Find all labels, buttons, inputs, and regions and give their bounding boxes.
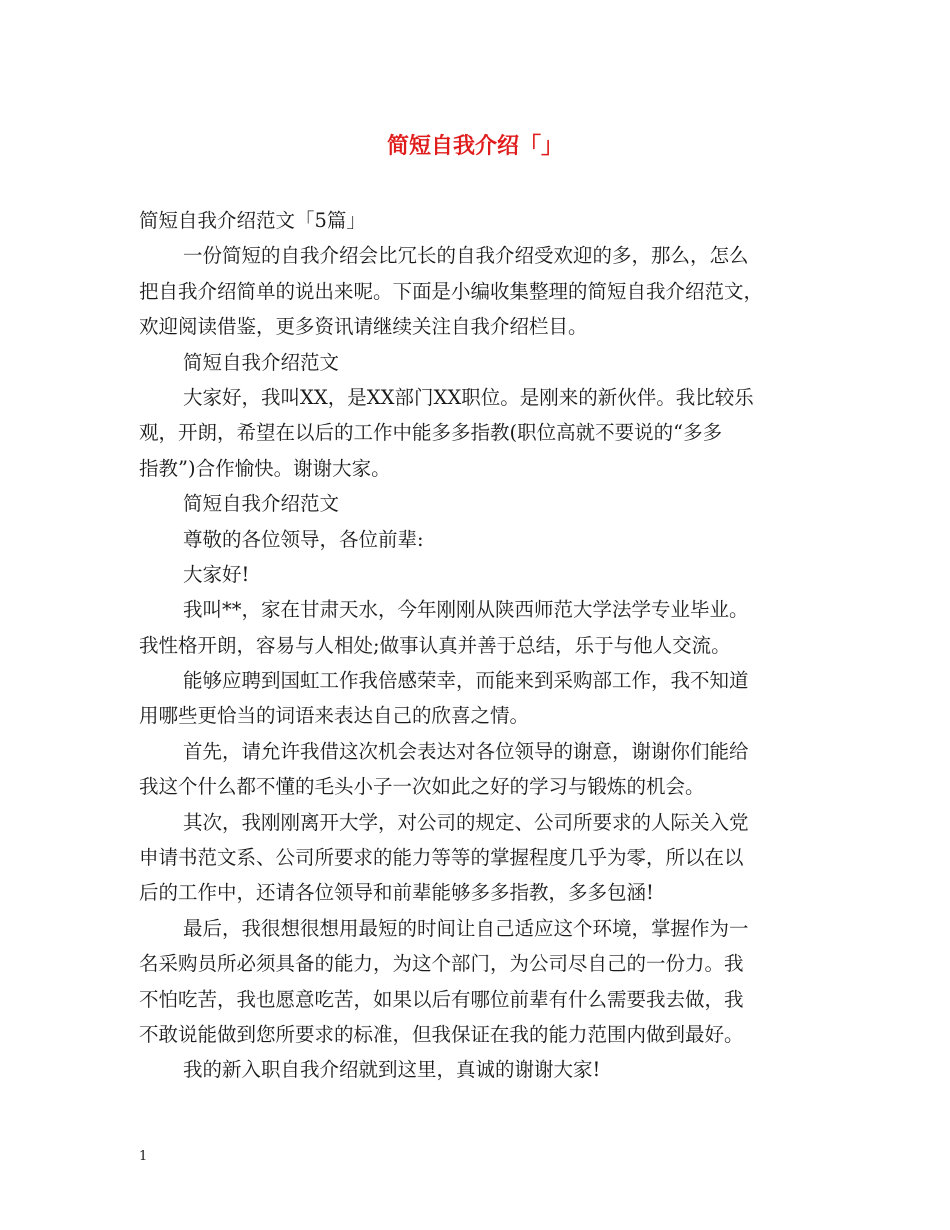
paragraph-line: 最后，我很想很想用最短的时间让自己适应这个环境，掌握作为一 [183,916,749,940]
paragraph-line: 一份简短的自我介绍会比冗长的自我介绍受欢迎的多，那么，怎么 [183,244,749,268]
paragraph-line: 能够应聘到国虹工作我倍感荣幸，而能来到采购部工作，我不知道 [183,669,749,693]
paragraph-line: 大家好，我叫XX，是XX部门XX职位。是刚来的新伙伴。我比较乐 [183,385,754,409]
page-number: 1 [139,1149,148,1164]
subsection-heading: 简短自我介绍范文 [183,492,340,516]
paragraph-line: 指教”)合作愉快。谢谢大家。 [139,456,391,480]
paragraph-line: 观，开朗，希望在以后的工作中能多多指教(职位高就不要说的“多多 [139,421,723,445]
paragraph-line: 把自我介绍简单的说出来呢。下面是小编收集整理的简短自我介绍范文， [139,279,764,303]
subsection-heading: 简短自我介绍范文 [183,350,340,374]
page-title: 简短自我介绍「」 [386,134,563,159]
paragraph-line: 我性格开朗，容易与人相处;做事认真并善于总结，乐于与他人交流。 [139,633,731,657]
paragraph-line: 其次，我刚刚离开大学，对公司的规定、公司所要求的人际关入党 [183,810,749,834]
paragraph-line: 用哪些更恰当的词语来表达自己的欣喜之情。 [139,704,530,728]
paragraph-line: 我叫**，家在甘肃天水，今年刚刚从陕西师范大学法学专业毕业。 [183,598,749,622]
paragraph-line: 欢迎阅读借鉴，更多资讯请继续关注自我介绍栏目。 [139,315,588,339]
paragraph-line: 我这个什么都不懂的毛头小子一次如此之好的学习与锻炼的机会。 [139,775,705,799]
greeting-line: 尊敬的各位领导，各位前辈: [183,527,424,551]
paragraph-line: 不怕吃苦，我也愿意吃苦，如果以后有哪位前辈有什么需要我去做，我 [139,987,744,1011]
greeting-line: 大家好! [183,562,250,586]
section-heading: 简短自我介绍范文「5篇」 [139,209,366,232]
paragraph-line: 名采购员所必须具备的能力，为这个部门，为公司尽自己的一份力。我 [139,952,744,976]
paragraph-line: 后的工作中，还请各位领导和前辈能够多多指教，多多包涵! [139,881,654,905]
paragraph-line: 首先，请允许我借这次机会表达对各位领导的谢意，谢谢你们能给 [183,739,749,763]
closing-line: 我的新入职自我介绍就到这里，真诚的谢谢大家! [183,1058,601,1082]
document-body [139,203,815,1088]
paragraph-line: 申请书范文系、公司所要求的能力等等的掌握程度几乎为零，所以在以 [139,846,744,870]
paragraph-line: 不敢说能做到您所要求的标准，但我保证在我的能力范围内做到最好。 [139,1022,744,1046]
